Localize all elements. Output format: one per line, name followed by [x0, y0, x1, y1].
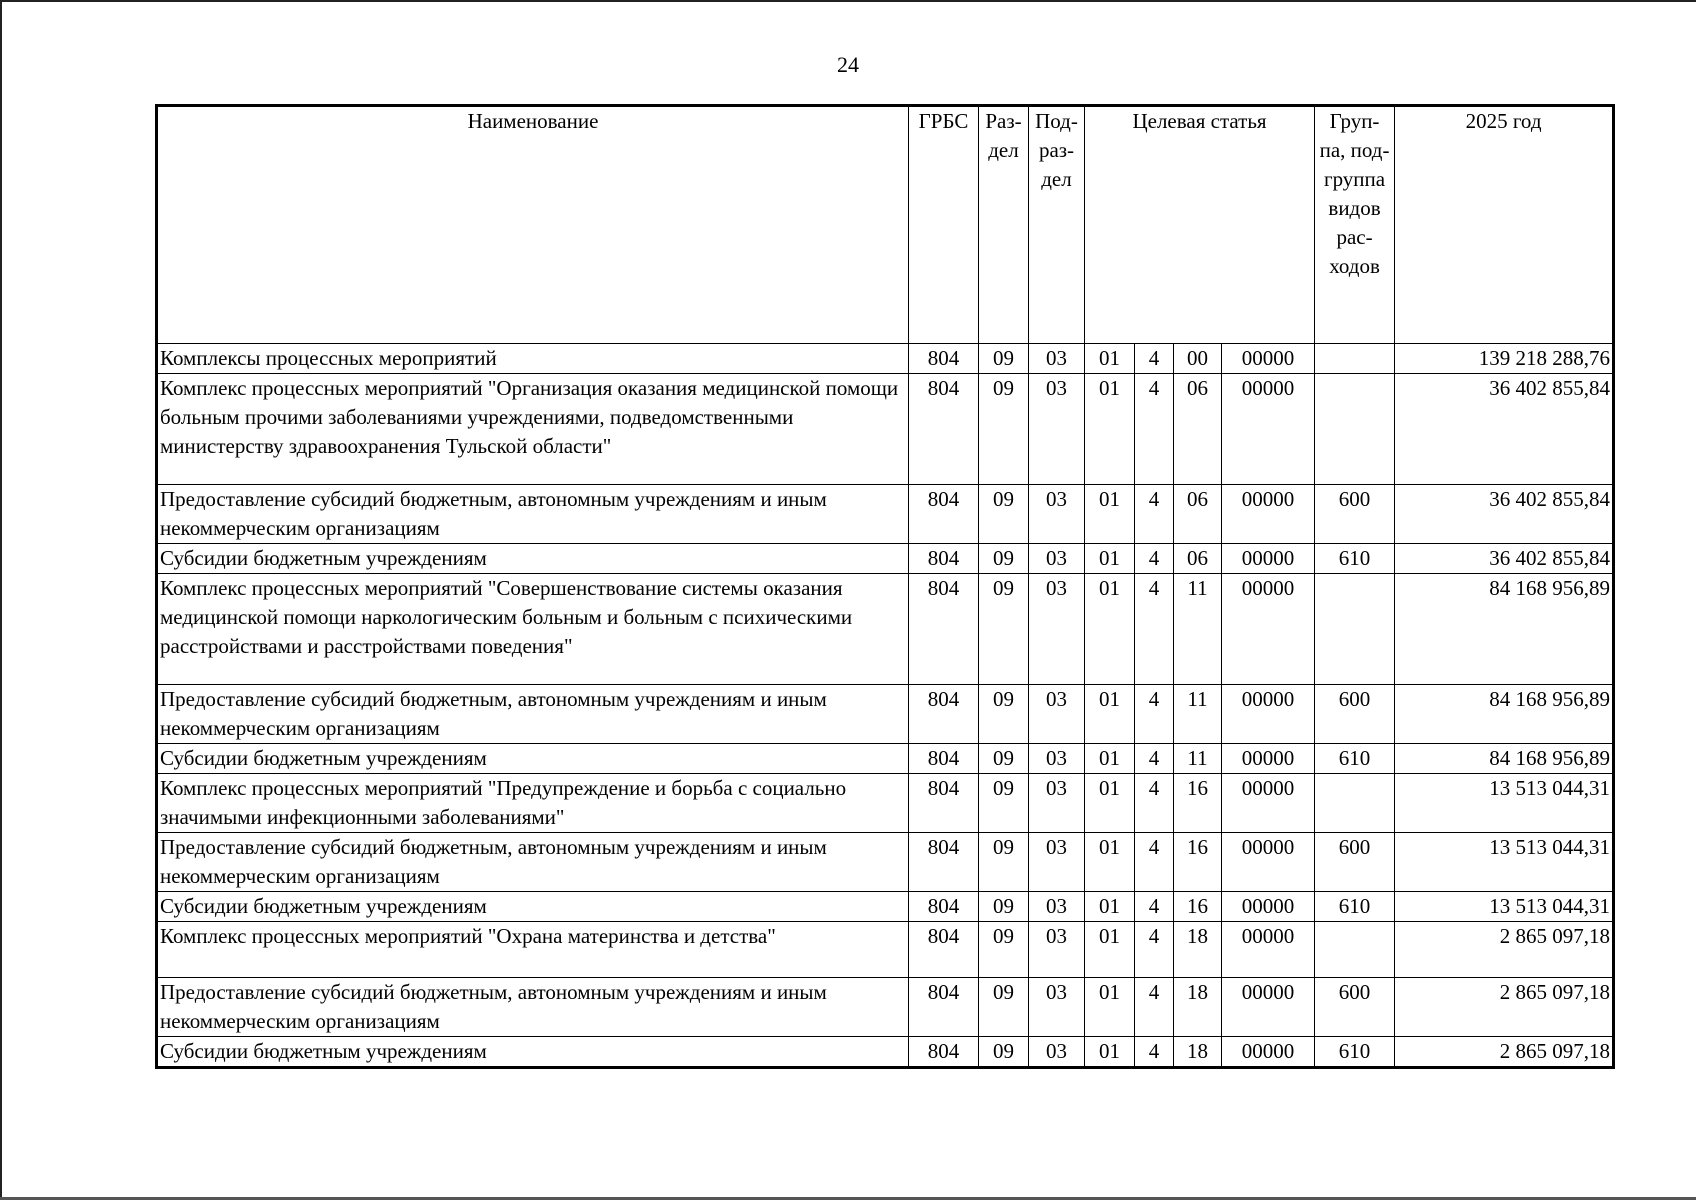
- table-row: [157, 833, 1614, 892]
- row-target-complex-cell: 11: [1174, 685, 1222, 744]
- row-grbs-cell: 804: [909, 685, 979, 744]
- row-target-type-cell: 4: [1135, 774, 1174, 833]
- row-grbs-cell: 804: [909, 892, 979, 922]
- row-expense-group-cell: 610: [1315, 892, 1395, 922]
- row-amount-cell: 36 402 855,84: [1395, 544, 1614, 574]
- row-target-complex-cell: 18: [1174, 1037, 1222, 1068]
- header-razdel: Раз-дел: [979, 106, 1029, 344]
- table-row: [157, 544, 1614, 574]
- scan-edge-top: [0, 0, 1696, 2]
- table-row: [157, 744, 1614, 774]
- row-name-cell: Комплекс процессных мероприятий "Охрана материнства и детства": [157, 922, 909, 978]
- row-amount-cell: 13 513 044,31: [1395, 892, 1614, 922]
- row-grbs-cell: 804: [909, 574, 979, 685]
- row-target-direction-cell: 00000: [1222, 574, 1315, 685]
- row-expense-group-cell: 610: [1315, 544, 1395, 574]
- row-podrazdel-cell: 03: [1029, 774, 1085, 833]
- row-target-type-cell: 4: [1135, 685, 1174, 744]
- budget-table: [155, 104, 1615, 1069]
- row-podrazdel-cell: 03: [1029, 892, 1085, 922]
- row-podrazdel-cell: 03: [1029, 685, 1085, 744]
- row-target-type-cell: 4: [1135, 892, 1174, 922]
- row-amount-cell: 2 865 097,18: [1395, 1037, 1614, 1068]
- row-target-complex-cell: 00: [1174, 344, 1222, 374]
- row-target-direction-cell: 00000: [1222, 892, 1315, 922]
- row-razdel-cell: 09: [979, 574, 1029, 685]
- row-name-cell: Предоставление субсидий бюджетным, автономным учреждениям и иным некоммерческим организациям: [157, 978, 909, 1037]
- table-row: [157, 922, 1614, 978]
- row-amount-cell: 84 168 956,89: [1395, 744, 1614, 774]
- row-target-direction-cell: 00000: [1222, 744, 1315, 774]
- row-grbs-cell: 804: [909, 485, 979, 544]
- row-target-complex-cell: 16: [1174, 833, 1222, 892]
- row-grbs-cell: 804: [909, 978, 979, 1037]
- table-row: [157, 892, 1614, 922]
- row-razdel-cell: 09: [979, 978, 1029, 1037]
- row-amount-cell: 13 513 044,31: [1395, 833, 1614, 892]
- row-name-cell: Субсидии бюджетным учреждениям: [157, 1037, 909, 1068]
- row-razdel-cell: 09: [979, 774, 1029, 833]
- row-expense-group-cell: 610: [1315, 744, 1395, 774]
- row-razdel-cell: 09: [979, 374, 1029, 485]
- row-name-cell: Субсидии бюджетным учреждениям: [157, 544, 909, 574]
- row-amount-cell: 139 218 288,76: [1395, 344, 1614, 374]
- row-target-type-cell: 4: [1135, 922, 1174, 978]
- table-header-row: [157, 106, 1614, 344]
- row-target-direction-cell: 00000: [1222, 544, 1315, 574]
- row-podrazdel-cell: 03: [1029, 1037, 1085, 1068]
- scan-edge-left: [0, 0, 2, 1200]
- row-name-cell: Комплекс процессных мероприятий "Совершенствование системы оказания медицинской помощи наркологическим больным и больным с психическими расстройствами и расстройствами поведения": [157, 574, 909, 685]
- row-expense-group-cell: [1315, 922, 1395, 978]
- row-name-cell: Предоставление субсидий бюджетным, автономным учреждениям и иным некоммерческим организациям: [157, 485, 909, 544]
- row-expense-group-cell: 600: [1315, 685, 1395, 744]
- row-name-cell: Субсидии бюджетным учреждениям: [157, 892, 909, 922]
- row-expense-group-cell: 600: [1315, 833, 1395, 892]
- row-target-program-cell: 01: [1085, 1037, 1135, 1068]
- row-name-cell: Субсидии бюджетным учреждениям: [157, 744, 909, 774]
- row-expense-group-cell: 600: [1315, 485, 1395, 544]
- row-target-complex-cell: 16: [1174, 774, 1222, 833]
- row-amount-cell: 13 513 044,31: [1395, 774, 1614, 833]
- table-row: [157, 685, 1614, 744]
- row-razdel-cell: 09: [979, 544, 1029, 574]
- table-row: [157, 574, 1614, 685]
- row-podrazdel-cell: 03: [1029, 833, 1085, 892]
- row-amount-cell: 2 865 097,18: [1395, 922, 1614, 978]
- row-target-complex-cell: 11: [1174, 574, 1222, 685]
- row-target-direction-cell: 00000: [1222, 978, 1315, 1037]
- header-name: Наименование: [157, 106, 909, 344]
- row-podrazdel-cell: 03: [1029, 374, 1085, 485]
- row-expense-group-cell: 600: [1315, 978, 1395, 1037]
- row-target-complex-cell: 11: [1174, 744, 1222, 774]
- row-podrazdel-cell: 03: [1029, 922, 1085, 978]
- table-row: [157, 374, 1614, 485]
- row-podrazdel-cell: 03: [1029, 744, 1085, 774]
- row-podrazdel-cell: 03: [1029, 978, 1085, 1037]
- row-grbs-cell: 804: [909, 744, 979, 774]
- row-target-type-cell: 4: [1135, 1037, 1174, 1068]
- row-grbs-cell: 804: [909, 833, 979, 892]
- row-target-type-cell: 4: [1135, 485, 1174, 544]
- row-target-type-cell: 4: [1135, 344, 1174, 374]
- row-grbs-cell: 804: [909, 922, 979, 978]
- row-target-complex-cell: 18: [1174, 922, 1222, 978]
- row-podrazdel-cell: 03: [1029, 485, 1085, 544]
- header-grbs: ГРБС: [909, 106, 979, 344]
- row-name-cell: Комплексы процессных мероприятий: [157, 344, 909, 374]
- row-razdel-cell: 09: [979, 744, 1029, 774]
- row-amount-cell: 84 168 956,89: [1395, 574, 1614, 685]
- row-podrazdel-cell: 03: [1029, 344, 1085, 374]
- row-target-program-cell: 01: [1085, 922, 1135, 978]
- row-razdel-cell: 09: [979, 485, 1029, 544]
- row-razdel-cell: 09: [979, 344, 1029, 374]
- row-name-cell: Комплекс процессных мероприятий "Организация оказания медицинской помощи больным прочими заболеваниями учреждениями, подведомственными министерству здравоохранения Тульской области": [157, 374, 909, 485]
- row-razdel-cell: 09: [979, 892, 1029, 922]
- row-target-direction-cell: 00000: [1222, 774, 1315, 833]
- row-target-program-cell: 01: [1085, 744, 1135, 774]
- table-row: [157, 978, 1614, 1037]
- row-name-cell: Комплекс процессных мероприятий "Предупреждение и борьба с социально значимыми инфекционными заболеваниями": [157, 774, 909, 833]
- table-row: [157, 1037, 1614, 1068]
- table-row: [157, 774, 1614, 833]
- row-name-cell: Предоставление субсидий бюджетным, автономным учреждениям и иным некоммерческим организациям: [157, 685, 909, 744]
- table-row: [157, 485, 1614, 544]
- row-target-direction-cell: 00000: [1222, 833, 1315, 892]
- row-target-complex-cell: 06: [1174, 485, 1222, 544]
- row-target-type-cell: 4: [1135, 833, 1174, 892]
- row-razdel-cell: 09: [979, 922, 1029, 978]
- row-target-program-cell: 01: [1085, 978, 1135, 1037]
- row-target-type-cell: 4: [1135, 574, 1174, 685]
- row-name-cell: Предоставление субсидий бюджетным, автономным учреждениям и иным некоммерческим организациям: [157, 833, 909, 892]
- row-amount-cell: 36 402 855,84: [1395, 374, 1614, 485]
- header-podrazdel: Под-раз-дел: [1029, 106, 1085, 344]
- header-expense-group: Груп-па, под-группа видов рас-ходов: [1315, 106, 1395, 344]
- row-target-program-cell: 01: [1085, 544, 1135, 574]
- row-amount-cell: 2 865 097,18: [1395, 978, 1614, 1037]
- row-grbs-cell: 804: [909, 1037, 979, 1068]
- row-amount-cell: 36 402 855,84: [1395, 485, 1614, 544]
- row-target-type-cell: 4: [1135, 978, 1174, 1037]
- row-amount-cell: 84 168 956,89: [1395, 685, 1614, 744]
- row-target-program-cell: 01: [1085, 344, 1135, 374]
- row-target-direction-cell: 00000: [1222, 685, 1315, 744]
- row-grbs-cell: 804: [909, 544, 979, 574]
- row-target-direction-cell: 00000: [1222, 344, 1315, 374]
- row-target-direction-cell: 00000: [1222, 1037, 1315, 1068]
- row-target-direction-cell: 00000: [1222, 374, 1315, 485]
- row-target-direction-cell: 00000: [1222, 485, 1315, 544]
- row-target-type-cell: 4: [1135, 544, 1174, 574]
- row-target-program-cell: 01: [1085, 485, 1135, 544]
- row-target-program-cell: 01: [1085, 374, 1135, 485]
- row-expense-group-cell: [1315, 774, 1395, 833]
- page-number: 24: [837, 52, 859, 77]
- row-grbs-cell: 804: [909, 344, 979, 374]
- row-expense-group-cell: [1315, 374, 1395, 485]
- row-target-type-cell: 4: [1135, 744, 1174, 774]
- row-grbs-cell: 804: [909, 774, 979, 833]
- row-target-complex-cell: 18: [1174, 978, 1222, 1037]
- row-expense-group-cell: [1315, 344, 1395, 374]
- row-podrazdel-cell: 03: [1029, 544, 1085, 574]
- table-row: [157, 344, 1614, 374]
- row-target-program-cell: 01: [1085, 892, 1135, 922]
- row-target-program-cell: 01: [1085, 774, 1135, 833]
- row-target-program-cell: 01: [1085, 574, 1135, 685]
- row-razdel-cell: 09: [979, 685, 1029, 744]
- header-target-article: Целевая статья: [1085, 106, 1315, 344]
- row-target-complex-cell: 06: [1174, 544, 1222, 574]
- table-body: [157, 344, 1614, 1068]
- row-podrazdel-cell: 03: [1029, 574, 1085, 685]
- row-target-program-cell: 01: [1085, 685, 1135, 744]
- row-target-complex-cell: 16: [1174, 892, 1222, 922]
- row-grbs-cell: 804: [909, 374, 979, 485]
- row-target-program-cell: 01: [1085, 833, 1135, 892]
- row-target-complex-cell: 06: [1174, 374, 1222, 485]
- row-razdel-cell: 09: [979, 833, 1029, 892]
- row-razdel-cell: 09: [979, 1037, 1029, 1068]
- row-expense-group-cell: [1315, 574, 1395, 685]
- row-target-direction-cell: 00000: [1222, 922, 1315, 978]
- row-expense-group-cell: 610: [1315, 1037, 1395, 1068]
- header-year: 2025 год: [1395, 106, 1614, 344]
- row-target-type-cell: 4: [1135, 374, 1174, 485]
